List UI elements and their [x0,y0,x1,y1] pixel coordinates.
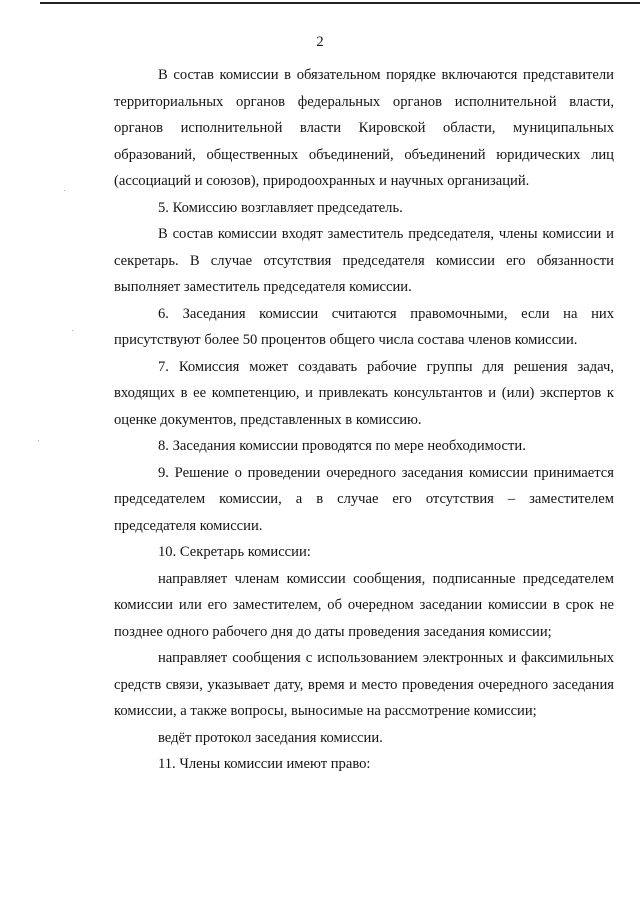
paragraph-item-7: 7. Комиссия может создавать рабочие группы для решения задач, входящих в ее компетенцию, и привлекать консультантов и (или) экспертов к оценке документов, представленных в комиссию. [114,358,614,428]
paragraph-item-9: 9. Решение о проведении очередного заседания комиссии принимается председателем комиссии, а в случае его отсутствия – заместителем председателя комиссии. [114,464,614,534]
paragraph-item-10: 10. Секретарь комиссии: [158,544,311,560]
top-border-line [40,2,640,4]
paragraph-item-6: 6. Заседания комиссии считаются правомочными, если на них присутствуют более 50 процентов общего числа состава членов комиссии. [114,305,614,348]
page-number: 2 [316,34,324,50]
document-body [114,62,614,778]
scan-speck [38,440,39,441]
paragraph-item-8: 8. Заседания комиссии проводятся по мере необходимости. [158,438,526,454]
scan-speck [64,190,65,191]
paragraph-secretary-electronic-means: направляет сообщения с использованием электронных и факсимильных средств связи, указывает дату, время и место проведения очередного заседания комиссии, а также вопросы, выносимые на рассмотрение комиссии; [114,650,614,719]
paragraph-commission-composition: В состав комиссии в обязательном порядке включаются представители территориальных органов федеральных органов исполнительной власти, органов исполнительной власти Кировской области, муниципальных образований, общественных объединений, объединений юридических лиц (ассоциаций и союзов), природоохранных и научных организаций. [114,67,614,189]
paragraph-deputy-secretary: В состав комиссии входят заместитель председателя, члены комиссии и секретарь. В случае отсутствия председателя комиссии его обязанности выполняет заместитель председателя комиссии. [114,226,614,295]
paragraph-item-5: 5. Комиссию возглавляет председатель. [158,199,403,216]
scan-speck [72,330,73,331]
paragraph-secretary-minutes: ведёт протокол заседания комиссии. [158,729,383,746]
paragraph-secretary-sends-messages: направляет членам комиссии сообщения, подписанные председателем комиссии или его заместителем, об очередном заседании комиссии в срок не позднее одного рабочего дня до даты проведения заседания комиссии; [114,570,614,640]
paragraph-item-11: 11. Члены комиссии имеют право: [158,756,371,772]
